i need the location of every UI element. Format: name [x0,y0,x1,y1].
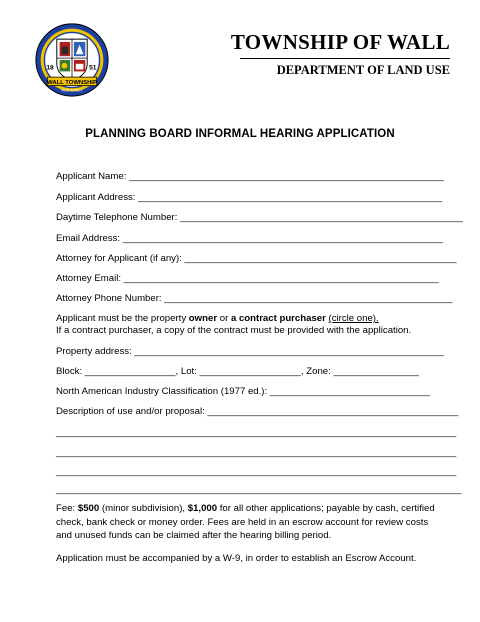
minor-fee-amount: $500 [77,503,100,514]
seal-shield-icon [57,39,87,81]
attorney-phone-label: Attorney Phone Number: [56,293,162,304]
email-blank[interactable]: ____________________________________________________________ [120,233,443,244]
w9-note: Application must be accompanied by a W-9, in order to establish an Escrow Account. [56,553,417,564]
contract-purchaser-option[interactable]: a contract purchaser [230,313,326,324]
naics-label: North American Industry Classification (1977 ed.): [56,386,268,397]
description-line[interactable]: ___________________________________________________________________________ [56,447,457,458]
applicant-name-label: Applicant Name: [56,171,127,182]
attorney-email-field[interactable] [56,273,439,285]
owner-status-prefix: Applicant must be the property [56,313,189,324]
header-divider [240,58,450,59]
owner-or-text: or [217,313,231,324]
attorney-phone-blank[interactable]: ______________________________________________________ [161,293,453,304]
zone-label: Zone: [303,366,331,377]
department-name: DEPARTMENT OF LAND USE [276,63,450,77]
svg-text:18: 18 [46,64,54,72]
circle-one-instruction: (circle one). [328,313,379,324]
attorney-blank[interactable]: ___________________________________________________ [181,253,457,264]
contract-note: If a contract purchaser, a copy of the contract must be provided with the application. [56,325,412,336]
block-label: Block: [56,366,83,377]
applicant-address-blank[interactable]: _________________________________________________________ [135,192,443,203]
fee-details: for all other applications; payable by cash, certified check, bank check or money order. Fees are held in an escrow account for review costs and unused funds can be claimed after the hearing billing period. [56,503,435,541]
description-line[interactable]: ___________________________________________________________________________ [56,466,457,477]
applicant-name-field[interactable] [56,171,444,183]
description-blank[interactable]: _______________________________________________ [204,406,459,417]
attorney-email-label: Attorney Email: [56,273,122,284]
township-title: TOWNSHIP OF WALL [230,30,450,54]
applicant-name-blank[interactable]: ___________________________________________________________ [126,171,444,182]
email-label: Email Address: [56,233,120,244]
daytime-phone-label: Daytime Telephone Number: [56,212,178,223]
form-title: PLANNING BOARD INFORMAL HEARING APPLICATION [85,128,395,140]
township-seal [34,22,110,98]
description-field[interactable] [56,406,458,418]
svg-text:51: 51 [89,64,97,72]
svg-text:NEW JERSEY: NEW JERSEY [61,88,83,93]
fee-paragraph [56,502,436,543]
description-label: Description of use and/or proposal: [56,406,205,417]
attorney-phone-field[interactable] [56,293,452,305]
owner-option[interactable]: owner [188,313,218,324]
applicant-address-field[interactable] [56,192,442,204]
svg-text:WALL TOWNSHIP: WALL TOWNSHIP [47,79,97,86]
property-address-blank[interactable]: __________________________________________________________ [131,346,444,357]
block-lot-zone-line [56,366,419,378]
daytime-phone-field[interactable] [56,212,463,224]
property-address-field[interactable] [56,346,444,358]
minor-fee-text: (minor subdivision), [99,503,188,514]
other-fee-amount: $1,000 [187,503,218,514]
owner-status-line [56,313,379,325]
fee-prefix: Fee: [56,503,78,514]
daytime-phone-blank[interactable]: _____________________________________________________ [177,212,463,223]
naics-blank[interactable]: ______________________________ [267,386,430,397]
block-blank[interactable]: _________________, [82,366,179,377]
attorney-email-blank[interactable]: ___________________________________________________________ [121,273,439,284]
description-line[interactable]: ___________________________________________________________________________ [56,427,457,438]
attorney-field[interactable] [56,253,457,265]
zone-blank[interactable]: ________________ [330,366,419,377]
attorney-label: Attorney for Applicant (if any): [56,253,182,264]
lot-blank[interactable]: ___________________, [196,366,304,377]
lot-label: Lot: [178,366,197,377]
applicant-address-label: Applicant Address: [56,192,136,203]
property-address-label: Property address: [56,346,132,357]
description-line[interactable]: ____________________________________________________________________________ [56,484,462,495]
naics-field[interactable] [56,386,430,398]
email-field[interactable] [56,233,443,245]
